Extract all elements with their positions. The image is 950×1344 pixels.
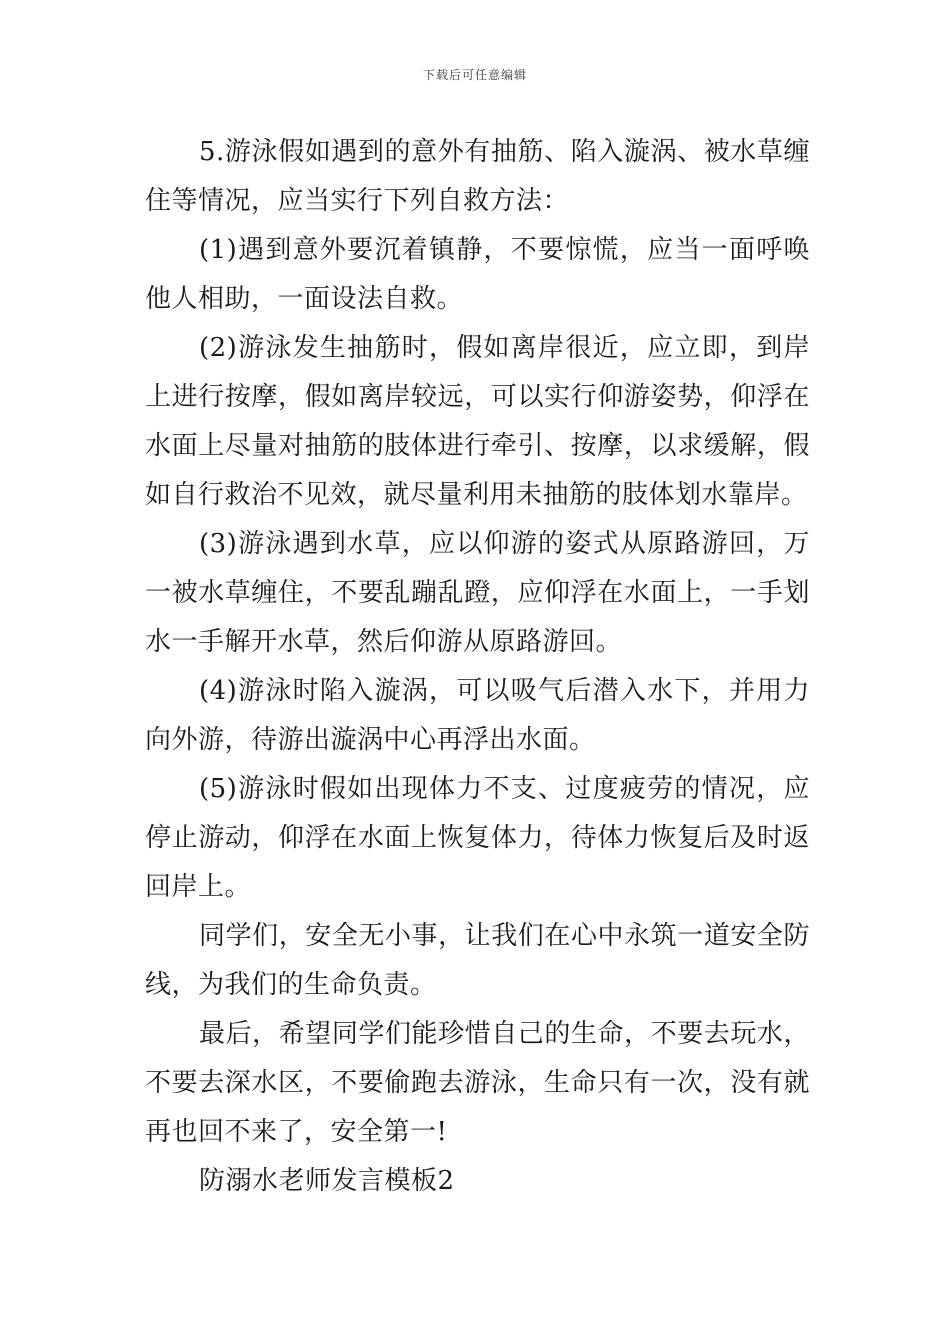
- header-note: 下载后可任意编辑: [422, 68, 527, 82]
- paragraph-closing: 最后，希望同学们能珍惜自己的生命，不要去玩水，不要去深水区，不要偷跑去游泳，生命只有一次，没有就再也回不来了，安全第一!: [145, 1019, 810, 1147]
- paragraph-self-rescue-intro: 5.游泳假如遇到的意外有抽筋、陷入漩涡、被水草缠住等情况，应当实行下列自救方法：: [145, 137, 810, 216]
- document-body: [145, 128, 810, 1206]
- paragraph-item-2: (2)游泳发生抽筋时，假如离岸很近，应立即，到岸上进行按摩，假如离岸较远，可以实行仰游姿势，仰浮在水面上尽量对抽筋的肢体进行牵引、按摩，以求缓解，假如自行救治不见效，就尽量利用未抽筋的肢体划水靠岸。: [145, 333, 810, 510]
- paragraph-item-3: (3)游泳遇到水草，应以仰游的姿式从原路游回，万一被水草缠住，不要乱蹦乱蹬，应仰浮在水面上，一手划水一手解开水草，然后仰游从原路游回。: [145, 529, 810, 657]
- paragraph-item-5: (5)游泳时假如出现体力不支、过度疲劳的情况，应停止游动，仰浮在水面上恢复体力，待体力恢复后及时返回岸上。: [145, 774, 810, 902]
- paragraph-item-4: (4)游泳时陷入漩涡，可以吸气后潜入水下，并用力向外游，待游出漩涡中心再浮出水面。: [145, 676, 810, 755]
- section-heading: 防溺水老师发言模板2: [199, 1166, 455, 1196]
- paragraph-safety-reminder: 同学们，安全无小事，让我们在心中永筑一道安全防线，为我们的生命负责。: [145, 921, 810, 1000]
- paragraph-item-1: (1)遇到意外要沉着镇静，不要惊慌，应当一面呼唤他人相助，一面设法自救。: [145, 235, 810, 314]
